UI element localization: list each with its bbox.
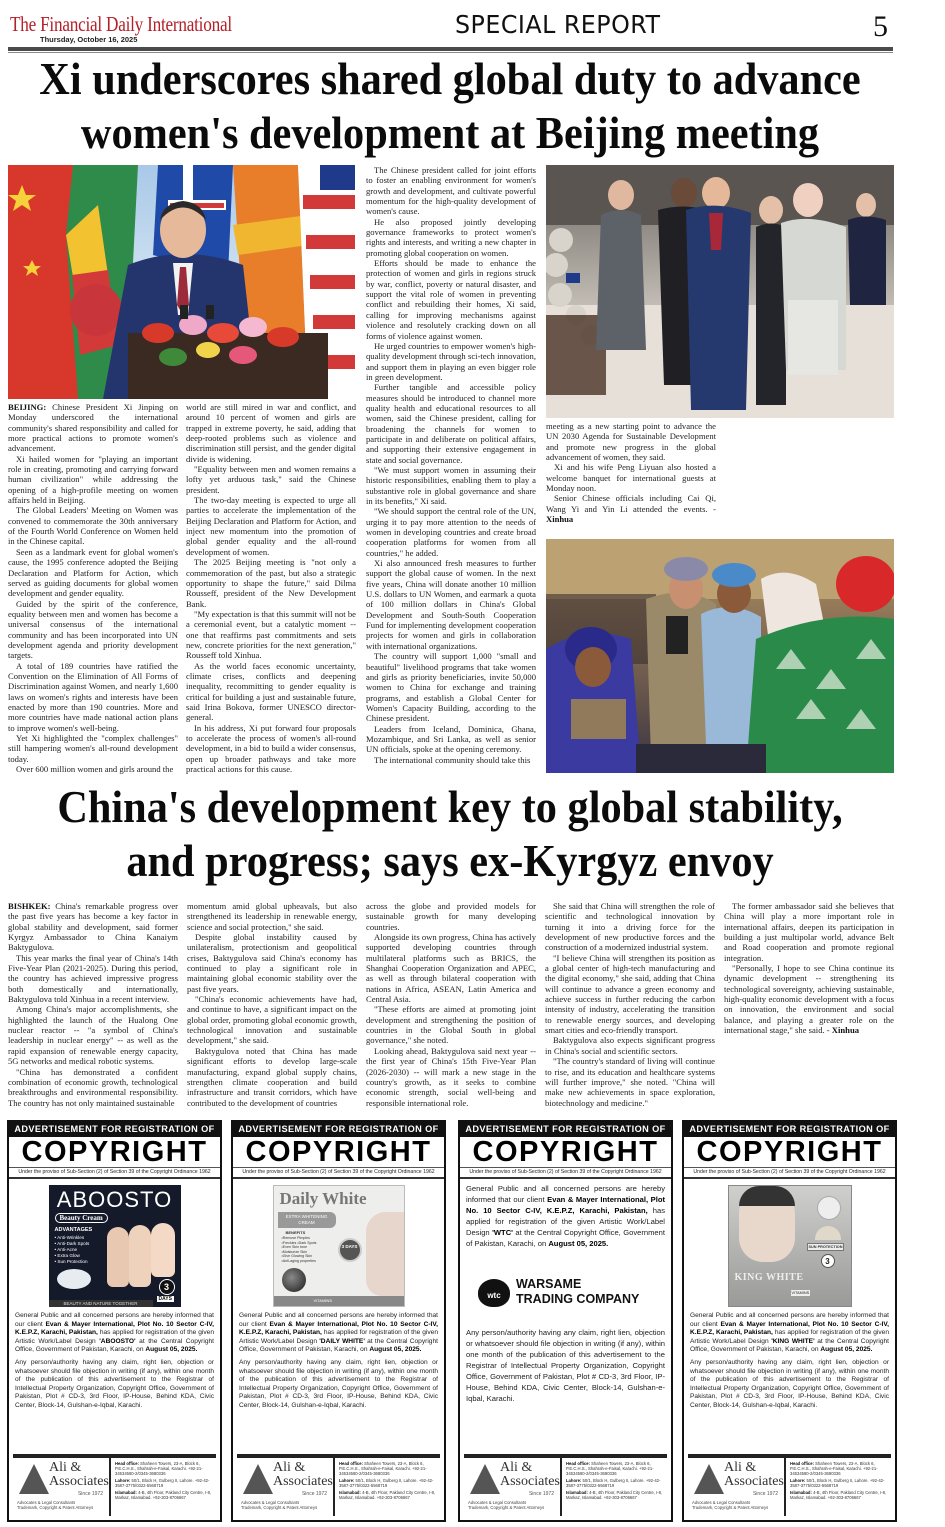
benefit-item: •Moisturize Skin — [281, 1249, 308, 1254]
ad-objection-paragraph: Any person/authority having any claim, right lien, objection or whatsoever should file objection in writing (if any), within one month of the publication of this advertisement to the Registrar of Intellectual Property Organization, Copyright Office, Government of Pakistan, Plot # CD-3, 3rd Floor, IP-House, Behind KDA, Civic Center, Block-14, Gulshan-e-Iqbal, Karachi. — [239, 1358, 438, 1409]
masthead — [8, 8, 888, 46]
article1-paragraph: He urged countries to empower women's high-quality development through sci-tech innovation, and support them in playing an even bigger role in green development. — [366, 340, 536, 382]
law-firm-footer — [688, 1454, 891, 1516]
firm-name: Ali & Associates — [273, 1460, 333, 1489]
ad-notice-paragraph: General Public and all concerned persons are hereby informed that our client Evan & Mayer International, Plot No. 10 Sector C-IV, K.E.P.Z, Karachi, Pakistan, has applied for registration of the given Artistic Work/Label Design 'KING WHITE' at the Central Copyright Office, Government of Pakistan, Karachi, on August 05, 2025. — [690, 1312, 890, 1354]
firm-name: Ali & Associates — [500, 1460, 560, 1489]
article2-paragraph: BISHKEK: China's remarkable progress over the past five years has become a key factor in global stability and development, said former Kyrgyz Ambassador to China Kanaiym Baktygulova. — [8, 901, 178, 953]
firm-name: Ali & Associates — [724, 1460, 784, 1489]
article2-paragraph: "I believe China will strengthen its position as a global center of high-tech manufacturing and the digital economy," she said, adding that China will continue to advance a green economy and achieve success in further reducing the carbon intensity of industry, accelerating the transition to renewable energy sources, and developing smart cities and eco-friendly transport. — [545, 952, 715, 1036]
firm-head-office: Head office: Shaheen Towers, 23-A, Block 6, P.E.C.H.S., Shahrah-e-Faisal, Karachi. +92-21-34534580-2/0345-3680336 — [790, 1461, 878, 1476]
wtc-name-line2: TRADING COMPANY — [516, 1292, 640, 1306]
article1-column-4 — [546, 421, 716, 536]
article1-paragraph: Efforts should be made to enhance the protection of women and girls in regions struck by war, conflict, poverty or natural disaster, and support the vital role of women in preventing conflict and rebuilding their homes, Xi said, calling for improving mechanisms against violence and resolutely cracking down on all forms of violence against women. — [366, 258, 536, 341]
aboosto-days-badge: 3 — [159, 1279, 175, 1295]
ad-notice — [460, 1179, 671, 1249]
paper-name: The Financial Daily International — [10, 12, 232, 36]
article1-column-2 — [186, 402, 356, 774]
king-white-sun-badge: SUN PROTECTION — [808, 1245, 843, 1249]
aboosto-subtitle: Beauty Cream — [55, 1213, 108, 1223]
firm-head-office: Head office: Shaheen Towers, 23-A, Block 6, P.E.C.H.S., Shahrah-e-Faisal, Karachi. +92-21-34534580-2/0345-3680336 — [566, 1461, 654, 1476]
copyright-ad-wtc — [458, 1120, 673, 1522]
article2-paragraph: Among China's major accomplishments, she highlighted the launch of the Hualong One nuclear reactor -- "a symbol of China's leadership in nuclear energy" -- as well as the rapid expansion of renewable energy capacity, 5G networks and medical robotic systems. — [8, 1004, 178, 1067]
copyright-ad-aboosto — [7, 1120, 222, 1522]
issue-date: Thursday, October 16, 2025 — [40, 35, 138, 44]
article1-paragraph: meeting as a new starting point to advance the UN 2030 Agenda for Sustainable Development and promote new progress in the global advancement of women, they said. — [546, 421, 716, 463]
article1-paragraph: A total of 189 countries have ratified the Convention on the Elimination of All Forms of Discrimination against Women, and nearly 1,600 laws on women's rights and interests have been enacted by more than 190 countries. More and more countries have made national action plans to improve women's well-being. — [8, 660, 178, 733]
article1-headline-line1: Xi underscores shared global duty to advance — [39, 53, 861, 104]
ad-subtitle: Under the proviso of Sub-Section (2) of Section 39 of the Copyright Ordinance 1962 — [460, 1168, 671, 1179]
article1-paragraph: In his address, Xi put forward four proposals to accelerate the process of women's all-round development, in a bid to build a wider consensus, open up broader pathways and take more practical actions for this cause. — [186, 722, 356, 774]
daily-white-days-badge: 3 DAYS — [338, 1238, 362, 1262]
podium-photo-illustration — [8, 165, 355, 399]
daily-white-brand: Daily White — [279, 1189, 367, 1208]
ad-objection-paragraph: Any person/authority having any claim, right lien, objection or whatsoever should file objection in writing (if any), within one month of the publication of this advertisement to the Registrar of Intellectual Property Organization, Copyright Office, Government of Pakistan, Plot # CD-3, 3rd Floor, IP-House, Behind KDA, Civic Center, Block-14, Gulshan-e-Iqbal, Karachi. — [466, 1328, 665, 1403]
firm-a-logo-icon — [470, 1464, 500, 1494]
ad-objection — [460, 1327, 671, 1404]
wtc-mark-icon: wtc — [478, 1279, 510, 1307]
article1-paragraph: Further tangible and accessible policy measures should be introduced to channel more quality health and educational resources to all women, said the Chinese president, calling for broadening the channels for women to participate in and deliberate on political affairs, and supporting their extensive engagement in state and social governance. — [366, 382, 536, 465]
advantage-item: • Sun Protection — [54, 1259, 88, 1264]
firm-islamabad-office: Islamabad: 4-B, 4th Floor, Pakland City Centre, I-8, Markaz, Islamabad. +92-303-8706667 — [790, 1490, 887, 1500]
article1-column-5 — [724, 421, 894, 536]
article1-paragraph: "We must support women in assuming their historic responsibilities, enabling them to play a substantive role in global governance and share in its benefits," Xi said. — [366, 464, 536, 506]
firm-logo — [464, 1458, 562, 1516]
red-headwrap — [836, 556, 894, 612]
ad-subtitle: Under the proviso of Sub-Section (2) of Section 39 of the Copyright Ordinance 1962 — [9, 1168, 220, 1179]
article2-paragraph: "China has demonstrated a confident combination of economic growth, technological breakthroughs and environmental responsibility. The country has not only maintained sustainable — [8, 1066, 178, 1108]
article1-paragraph: The two-day meeting is expected to urge all parties to accelerate the implementation of the Beijing Declaration and Platform for Action, and inject new momentum into the promotion of global gender equality and the all-round development of women. — [186, 495, 356, 557]
firm-head-office: Head office: Shaheen Towers, 23-A, Block 6, P.E.C.H.S., Shahrah-e-Faisal, Karachi. +92-21-34534580-2/0345-3680336 — [339, 1461, 427, 1476]
photo-delegates-selfie — [546, 539, 894, 773]
article1-paragraph: Senior Chinese officials including Cai Qi, Wang Yi and Yin Li attended the events. - Xinhua — [546, 493, 716, 525]
king-white-days-badge: 3 — [821, 1254, 835, 1268]
daily-white-benefits-list — [282, 1236, 334, 1264]
article2-headline-line1: China's development key to global stability, — [57, 781, 843, 832]
benefit-item: •Remove Pimples — [281, 1236, 310, 1240]
firm-since: Since 1972 — [752, 1491, 778, 1497]
model-face-2 — [129, 1225, 151, 1287]
ad-subtitle: Under the proviso of Sub-Section (2) of Section 39 of the Copyright Ordinance 1962 — [233, 1168, 444, 1179]
ad-design-name: 'WTC' — [492, 1228, 513, 1237]
cream-splash — [57, 1269, 91, 1289]
article2-paragraph: The former ambassador said she believes that China will play a more important role in international affairs, deepen its participation in building a just multipolar world, advance Belt and Road cooperation and promote regional integration. — [724, 901, 894, 963]
firm-lahore-office: Lahore: 50/1, Block H, Gulberg II, Lahore. +92-42-3587-3775/0322-5568719 — [566, 1478, 661, 1488]
firm-head-office: Head office: Shaheen Towers, 23-A, Block 6, P.E.C.H.S., Shahrah-e-Faisal, Karachi. +92-21-34534580-2/0345-3680336 — [115, 1461, 203, 1476]
ad-notice-paragraph: General Public and all concerned persons are hereby informed that our client Evan & Mayer International, Plot No. 10 Sector C-IV, K.E.P.Z, Karachi, Pakistan, has applied for registration of the given Artistic Work/Label Design 'DAILY WHITE' at the Central Copyright Office, Government of Pakistan, Karachi, on August 05, 2025. — [239, 1312, 438, 1354]
article1-paragraph: The Global Leaders' Meeting on Women was convened to commemorate the 30th anniversary of the Fourth World Conference on Women held in the Chinese capital. — [8, 505, 178, 547]
wtc-logo — [460, 1271, 671, 1317]
advantage-item: • Extra Glow — [54, 1253, 80, 1258]
selfie-photo-illustration — [546, 539, 894, 773]
article1-paragraph: Yet Xi highlighted the "complex challenges" still hampering women's all-round development today. — [8, 733, 178, 764]
aboosto-advantages-heading: ADVANTAGES — [54, 1227, 93, 1233]
masthead-rule — [8, 47, 893, 51]
article1-column-3 — [366, 165, 536, 774]
article2-paragraph: Alongside its own progress, China has actively supported developing countries through multilateral platforms such as BRICS, the Shanghai Cooperation Organization and APEC, as well as through bilateral cooperation with nations in Africa, ASEAN, Latin America and Central Asia. — [366, 932, 536, 1005]
king-white-footer: VITAMINS — [791, 1291, 810, 1295]
ad-banner: ADVERTISEMENT FOR REGISTRATION OF — [684, 1122, 895, 1137]
ad-banner: ADVERTISEMENT FOR REGISTRATION OF — [233, 1122, 444, 1137]
article2-column-2 — [187, 901, 357, 1113]
firm-name: Ali & Associates — [49, 1460, 109, 1489]
firm-lahore-office: Lahore: 50/1, Block H, Gulberg II, Lahore. +92-42-3587-3775/0322-5568719 — [339, 1478, 434, 1488]
article1-headline-line2: women's development at Beijing meeting — [80, 107, 820, 158]
article2-dateline: BISHKEK: — [8, 901, 56, 911]
article1-paragraph: Seen as a landmark event for global women's cause, the 1995 conference adopted the Beijing Declaration and Platform for Action, which served as guiding documents for global women development and gender equality. — [8, 546, 178, 599]
photo-xi-podium — [8, 165, 355, 399]
article2-headline-line2: and progress; says ex-Kyrgyz envoy — [126, 835, 774, 886]
model-face-3 — [151, 1223, 175, 1277]
law-firm-footer — [464, 1454, 667, 1516]
law-firm-footer — [13, 1454, 216, 1516]
person-face — [608, 180, 634, 210]
article2-headline — [36, 780, 864, 888]
ad-banner: ADVERTISEMENT FOR REGISTRATION OF — [460, 1122, 671, 1137]
article2-paragraph: momentum amid global upheavals, but also strengthened its leadership in renewable energy, science and social protection," she said. — [187, 901, 357, 932]
article2-column-5 — [724, 901, 894, 1113]
article1-paragraph: "Equality between men and women remains a lofty yet arduous task," said the Chinese president. — [186, 464, 356, 495]
ad-title: COPYRIGHT — [684, 1137, 895, 1168]
article2-paragraph: Looking ahead, Baktygulova said next year -- the first year of China's 15th Five-Year Plan (2026-2030) -- will mark a new stage in the country's growth, as it seeks to combine economic strength, social well-being and responsible international role. — [366, 1045, 536, 1108]
daily-white-product-image — [273, 1185, 405, 1307]
firm-a-logo-icon — [19, 1464, 49, 1494]
aboosto-product-image — [49, 1185, 181, 1307]
advantage-item: • Anti-Wrinkles — [54, 1235, 85, 1240]
article1-paragraph: "We should support the central role of the UN, urging it to pay more attention to the needs of women in developing countries and create broad cooperation platforms for women from all countries," he added. — [366, 506, 536, 558]
firm-tagline: Advocates & Legal Consultants Trademark, Copyright & Patent Attorneys — [468, 1500, 545, 1510]
benefit-item: •Even Skin tone — [281, 1245, 307, 1250]
ad-objection-paragraph: Any person/authority having any claim, right lien, objection or whatsoever should file objection in writing (if any), within one month of the publication of this advertisement to the Registrar of Intellectual Property Organization, Copyright Office, Government of Pakistan, Plot # CD-3, 3rd Floor, IP-House, Behind KDA, Civic Center, Block-14, Gulshan-e-Iqbal, Karachi. — [15, 1358, 214, 1409]
daily-white-benefits-heading: BENEFITS — [285, 1230, 306, 1235]
article2-paragraph: "China's economic achievements have had, and continue to have, a significant impact on the global order, promoting global economic growth, technological innovation and sustainable development," she said. — [187, 994, 357, 1046]
article2-paragraph: Baktygulova noted that China has made significant efforts to develop large-scale manufacturing, expand global supply chains, strengthen climate cooperation and build infrastructure and transit corridors, which have contributed to the development of countries — [187, 1045, 357, 1108]
article1-paragraph: As the world faces economic uncertainty, climate crises, conflicts and deepening inequality, recommitting to gender equality is critical for building a just and sustainable future, said Irina Bokova, former UNESCO director-general. — [186, 660, 356, 723]
model-face-1 — [107, 1227, 129, 1287]
woman-face — [793, 183, 823, 217]
firm-addresses — [335, 1458, 440, 1516]
article1-headline — [36, 52, 864, 160]
walking-photo-illustration — [546, 165, 894, 418]
article2-paragraph: Baktygulova also expects significant progress in China's social and scientific sectors. — [545, 1035, 715, 1056]
firm-islamabad-office: Islamabad: 4-B, 4th Floor, Pakland City Centre, I-8, Markaz, Islamabad. +92-303-8706667 — [566, 1490, 663, 1500]
product-jar — [282, 1268, 306, 1292]
article1-paragraph: Xi and his wife Peng Liyuan also hosted a welcome banquet for international guests at Monday noon. — [546, 462, 716, 494]
firm-since: Since 1972 — [301, 1491, 327, 1497]
daily-white-subtitle: EXTRA WHITENING CREAM — [278, 1212, 336, 1228]
section-title: SPECIAL REPORT — [455, 10, 661, 39]
daily-white-footer: VITAMINS — [274, 1296, 404, 1306]
article2-column-4 — [545, 901, 715, 1113]
ad-design-name: 'ABOOSTO' — [99, 1337, 136, 1345]
xi-face — [702, 177, 730, 209]
ad-notice-paragraph: General Public and all concerned persons are hereby informed that our client Evan & Mayer International, Plot No. 10 Sector C-IV, K.E.P.Z, Karachi, Pakistan, has applied for registration of the given Artistic Work/Label Design 'WTC' at the Central Copyright Office, Government of Pakistan, Karachi, on August 05, 2025. — [466, 1184, 665, 1248]
ad-objection-paragraph: Any person/authority having any claim, right lien, objection or whatsoever should file objection in writing (if any), within one month of the publication of this advertisement to the Registrar of Intellectual Property Organization, Copyright Office, Government of Pakistan, Plot # CD-3, 3rd Floor, IP-House, Behind KDA, Civic Center, Block-14, Gulshan-e-Iqbal, Karachi. — [690, 1358, 889, 1409]
ad-design-name: 'DAILY WHITE' — [319, 1337, 365, 1345]
ad-subtitle: Under the proviso of Sub-Section (2) of Section 39 of the Copyright Ordinance 1962 — [684, 1168, 895, 1179]
article1-paragraph: world are still mired in war and conflict, and around 10 percent of women and girls are trapped in extreme poverty, he said, adding that deep-rooted problems such as violence and discrimination still persist, and the gender digital divide is widening. — [186, 402, 356, 464]
delegate-green-dress — [746, 617, 894, 774]
phone — [666, 616, 688, 654]
advantage-item: • Anti-Acne — [54, 1247, 78, 1252]
firm-logo — [688, 1458, 786, 1516]
article1-paragraph: Over 600 million women and girls around the — [16, 764, 174, 774]
model-hair — [739, 1186, 795, 1206]
benefit-item: •Freckles •Dark Spots — [281, 1240, 317, 1245]
article1-paragraph: He also proposed jointly developing governance frameworks to protect women's rights and interests, and writing a new chapter in promoting global cooperation on women. — [366, 216, 536, 258]
aboosto-brand: ABOOSTO — [56, 1187, 173, 1212]
king-white-brand: KING WHITE — [734, 1272, 804, 1283]
firm-islamabad-office: Islamabad: 4-B, 4th Floor, Pakland City Centre, I-8, Markaz, Islamabad. +92-303-8706667 — [115, 1490, 212, 1500]
ad-title: COPYRIGHT — [233, 1137, 444, 1168]
article2-paragraph: across the globe and provided models for sustainable growth for many developing countries. — [366, 901, 536, 932]
seal-badge — [817, 1196, 841, 1220]
ad-banner: ADVERTISEMENT FOR REGISTRATION OF — [9, 1122, 220, 1137]
firm-a-logo-icon — [694, 1464, 724, 1494]
firm-logo — [237, 1458, 335, 1516]
firm-tagline: Advocates & Legal Consultants Trademark, Copyright & Patent Attorneys — [692, 1500, 769, 1510]
article1-paragraph: Xi also announced fresh measures to further support the global cause of women. In the next five years, China will donate another 10 million U.S. dollars to UN Women, and earmark a quota of 100 million dollars in China's Global Development and South-South Cooperation Fund for implementing development cooperation projects for women and girls in collaboration with international organizations. — [366, 558, 536, 651]
firm-islamabad-office: Islamabad: 4-B, 4th Floor, Pakland City Centre, I-8, Markaz, Islamabad. +92-303-8706667 — [339, 1490, 436, 1500]
law-firm-footer — [237, 1454, 440, 1516]
article2-paragraph: "These efforts are aimed at promoting joint development and strengthening the position of countries in the Global South in global governance," she noted. — [366, 1004, 536, 1046]
article1-paragraph: Guided by the spirit of the conference, equality between men and women has become a universal consensus of the international community and has been incorporated into UN development agenda and priority development targets. — [8, 598, 178, 661]
model-face — [366, 1212, 405, 1296]
article1-paragraph: The 2025 Beijing meeting is "not only a commemoration of the past, but also a strategic opportunity to shape the future," said Dilma Rousseff, president of the New Development Bank. — [186, 557, 356, 609]
firm-since: Since 1972 — [77, 1491, 103, 1497]
article2-paragraph: She said that China will strengthen the role of scientific and technological innovation by turning it into a driving force for the development of new productive forces and the construction of a modernized industrial system. — [545, 901, 715, 953]
article1-paragraph: The international community should take this — [374, 754, 531, 765]
firm-addresses — [786, 1458, 891, 1516]
article2-byline: Xinhua — [829, 1025, 860, 1036]
firm-lahore-office: Lahore: 50/1, Block H, Gulberg II, Lahore. +92-42-3587-3775/0322-5568719 — [115, 1478, 210, 1488]
firm-a-logo-icon — [243, 1464, 273, 1494]
copyright-ad-king-white — [682, 1120, 897, 1522]
firm-logo — [13, 1458, 111, 1516]
ad-design-name: 'KING WHITE' — [771, 1337, 815, 1345]
article1-paragraph: The country will support 1,000 "small and beautiful" livelihood programs that take women and girls as priority beneficiaries, invite 50,000 women to China for exchange and training programs, and establish a Global Center for Women's Capacity Building, according to the Chinese president. — [366, 651, 536, 724]
article1-paragraph: Xi hailed women for "playing an important role in creating, promoting and carrying forward human civilization" while addressing the opening of a high-profile meeting on women affairs held in Beijing. — [8, 453, 178, 506]
article2-paragraph: Despite global instability caused by unilateralism, protectionism and geopolitical crises, Baktygulova said China's economy has continued to play a significant role in maintaining global economic stability over the past five years. — [187, 932, 357, 994]
photo-leaders-walking — [546, 165, 894, 418]
ad-notice-paragraph: General Public and all concerned persons are hereby informed that our client Evan & Mayer International, Plot No. 10 Sector C-IV, K.E.P.Z, Karachi, Pakistan, has applied for registration of the given Artistic Work/Label Design 'ABOOSTO' at the Central Copyright Office, Government of Pakistan, Karachi, on August 05, 2025. — [15, 1312, 214, 1354]
article2-paragraph: "Personally, I hope to see China continue its dynamic development -- strengthening its technological sovereignty, achieving sustainable, high-quality economic development with a focus on innovation, the environment and social balance, and playing a greater role on the international stage," she said. - Xinhua — [724, 963, 894, 1036]
article1-paragraph: The Chinese president called for joint efforts to foster an enabling environment for women's growth and development, and cultivate powerful momentum for the high-quality development of women's cause. — [366, 165, 536, 217]
article2-column-3 — [366, 901, 536, 1113]
aboosto-footer: BEAUTY AND NATURE TOGETHER — [49, 1300, 153, 1307]
ad-notice — [684, 1312, 895, 1411]
aboosto-days-label: DAYS — [158, 1296, 172, 1302]
article1-paragraph: BEIJING: Chinese President Xi Jinping on Monday underscored the international community's shared responsibility and called for more practical actions to promote women's advancement. — [8, 402, 178, 454]
article1-paragraph: "My expectation is that this summit will not be a ceremonial event, but a catalytic moment -- one that reaffirms past commitments and sets new, concrete priorities for the next generation," Rousseff told Xinhua. — [186, 608, 356, 661]
firm-tagline: Advocates & Legal Consultants Trademark, Copyright & Patent Attorneys — [17, 1500, 94, 1510]
advantage-item: • Anti-Dark Spots — [54, 1241, 90, 1246]
article2-column-1 — [8, 901, 178, 1113]
article2-paragraph: "The country's standard of living will continue to rise, and its education and healthcare systems will further improve," she noted. "China will make new achievements in space exploration, biotechnology and medicine." — [545, 1056, 715, 1108]
small-flag — [566, 273, 580, 283]
firm-addresses — [562, 1458, 667, 1516]
article2-paragraph: This year marks the final year of China's 14th Five-Year Plan (2021-2025). During this period, the country has achieved impressive progress both domestically and internationally, Baktygulova told Xinhua in a recent interview. — [8, 952, 178, 1005]
benefit-item: •Anti-aging properties — [281, 1258, 316, 1263]
sun-icon — [815, 1226, 841, 1240]
ad-notice — [233, 1312, 444, 1411]
firm-addresses — [111, 1458, 216, 1516]
article1-column-1 — [8, 402, 178, 774]
wtc-name-line1: WARSAME — [516, 1277, 582, 1291]
firm-lahore-office: Lahore: 50/1, Block H, Gulberg II, Lahore. +92-42-3587-3775/0322-5568719 — [790, 1478, 885, 1488]
ad-title: COPYRIGHT — [460, 1137, 671, 1168]
benefit-item: •Give Glowing Skin — [281, 1254, 313, 1259]
ad-notice — [9, 1312, 220, 1411]
firm-since: Since 1972 — [528, 1491, 554, 1497]
page-number: 5 — [873, 10, 888, 43]
article1-paragraph: Leaders from Iceland, Dominica, Ghana, Mozambique, and Sri Lanka, as well as senior UN officials, spoke at the opening ceremony. — [366, 723, 536, 755]
king-white-product-image — [728, 1185, 852, 1307]
aboosto-advantages-list — [55, 1235, 103, 1265]
article1-byline: Xinhua — [546, 514, 574, 525]
firm-tagline: Advocates & Legal Consultants Trademark, Copyright & Patent Attorneys — [241, 1500, 318, 1510]
copyright-ad-daily-white — [231, 1120, 446, 1522]
ad-title: COPYRIGHT — [9, 1137, 220, 1168]
article1-dateline: BEIJING: — [8, 402, 53, 412]
